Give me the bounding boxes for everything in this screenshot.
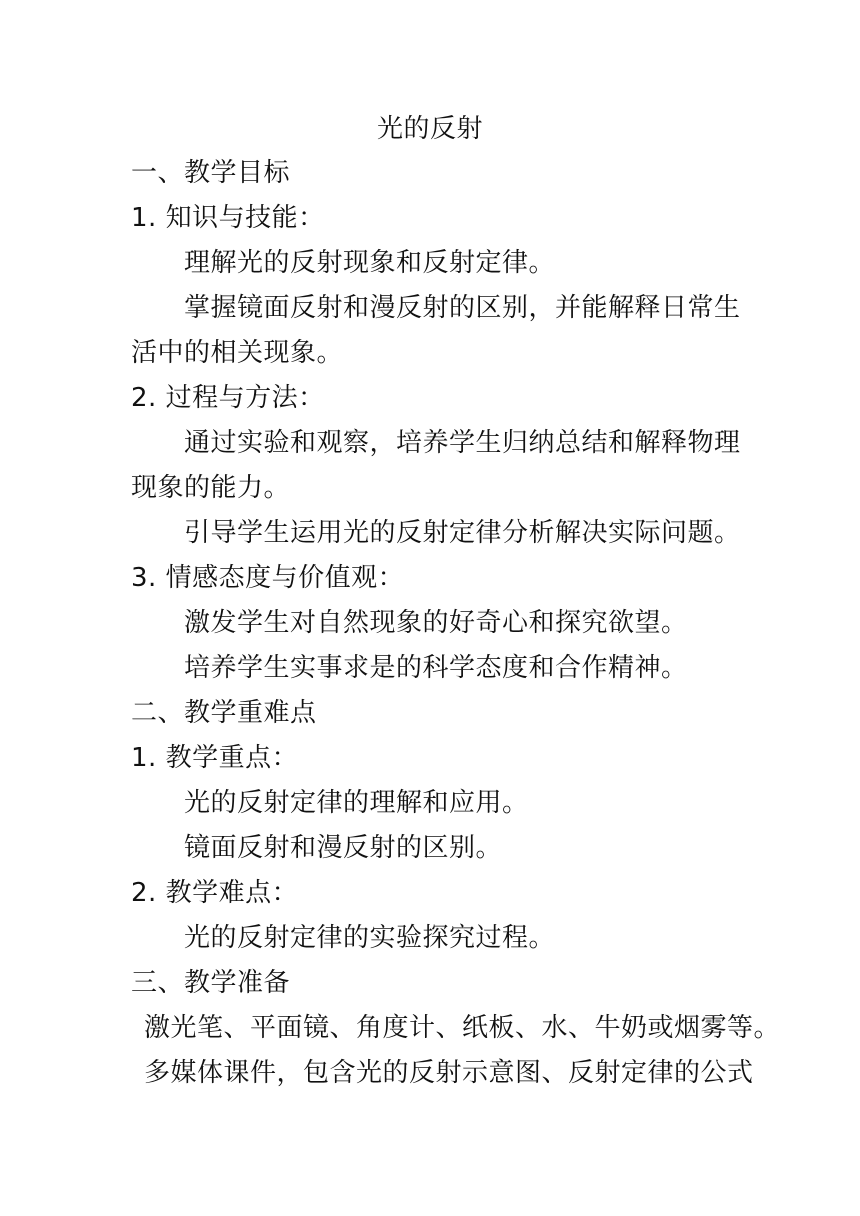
paragraph-line: 镜面反射和漫反射的区别。 xyxy=(184,833,503,863)
paragraph-line: 掌握镜面反射和漫反射的区别，并能解释日常生 xyxy=(184,293,741,323)
paragraph-line: 活中的相关现象。 xyxy=(131,338,344,368)
paragraph-line: 现象的能力。 xyxy=(131,473,291,503)
subheading-attitudes-values: 3. 情感态度与价值观： xyxy=(131,563,405,593)
materials-line: 激光笔、平面镜、角度计、纸板、水、牛奶或烟雾等。 xyxy=(144,1013,781,1043)
document-title: 光的反射 xyxy=(376,114,483,144)
section-heading-teaching-preparation: 三、教学准备 xyxy=(131,968,291,998)
section-heading-teaching-goals: 一、教学目标 xyxy=(131,158,291,188)
subheading-teaching-focus: 1. 教学重点： xyxy=(131,743,299,773)
paragraph-line: 光的反射定律的理解和应用。 xyxy=(184,788,529,818)
materials-line: 多媒体课件，包含光的反射示意图、反射定律的公式 xyxy=(144,1058,754,1088)
paragraph-line: 光的反射定律的实验探究过程。 xyxy=(184,923,556,953)
subheading-knowledge-skills: 1. 知识与技能： xyxy=(131,203,325,233)
subheading-teaching-difficulty: 2. 教学难点： xyxy=(131,878,299,908)
paragraph-line: 通过实验和观察，培养学生归纳总结和解释物理 xyxy=(184,428,741,458)
section-heading-key-difficulties: 二、教学重难点 xyxy=(131,698,317,728)
paragraph-line: 培养学生实事求是的科学态度和合作精神。 xyxy=(184,653,688,683)
paragraph-line: 激发学生对自然现象的好奇心和探究欲望。 xyxy=(184,608,688,638)
paragraph-line: 理解光的反射现象和反射定律。 xyxy=(184,248,556,278)
subheading-process-methods: 2. 过程与方法： xyxy=(131,383,325,413)
paragraph-line: 引导学生运用光的反射定律分析解决实际问题。 xyxy=(184,518,741,548)
